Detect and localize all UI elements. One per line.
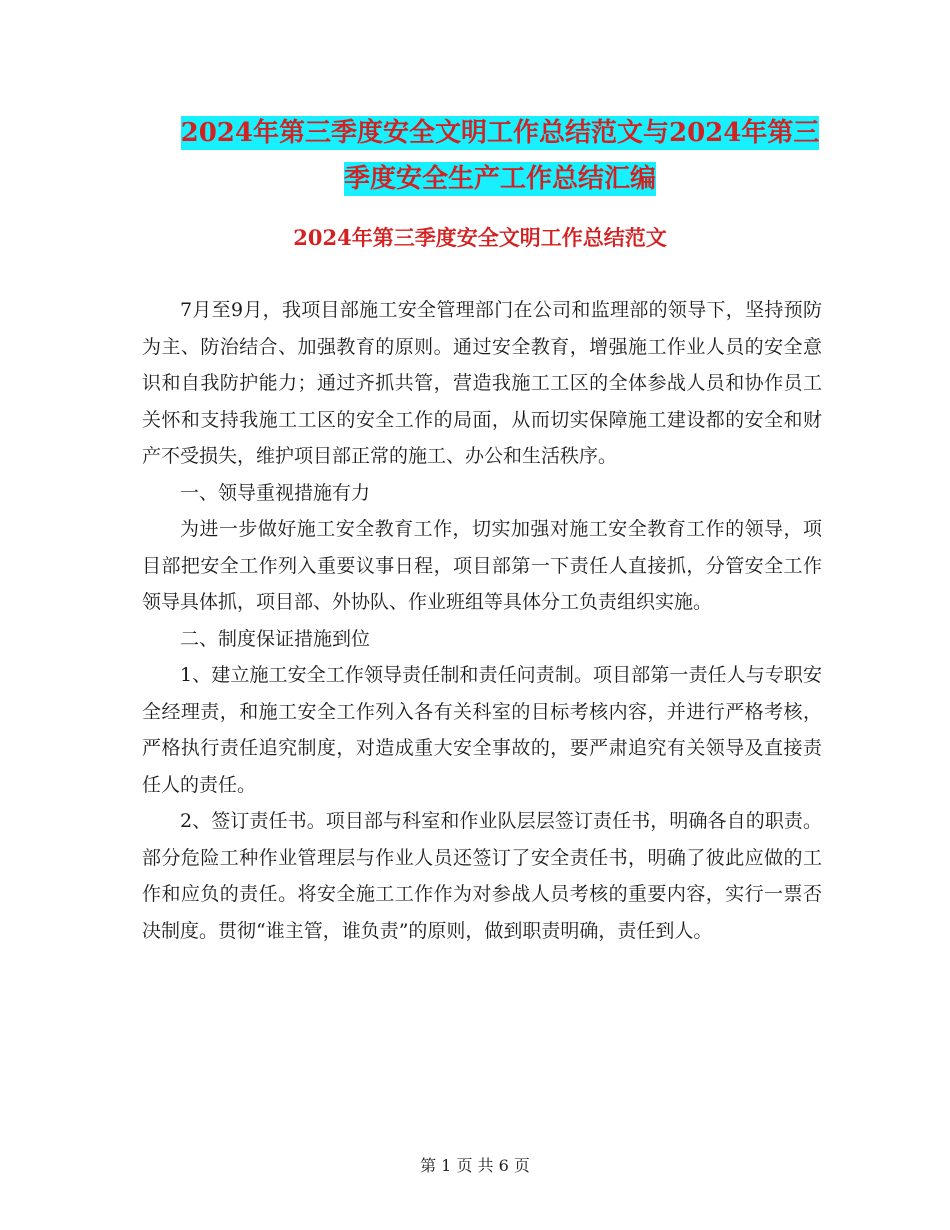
document-title	[120, 110, 880, 202]
paragraph: 为进一步做好施工安全教育工作，切实加强对施工安全教育工作的领导，项目部把安全工作列入重要议事日程，项目部第一下责任人直接抓，分管安全工作领导具体抓，项目部、外协队、作业班组等具体分工负责组织实施。	[142, 518, 822, 613]
paragraph: 1、建立施工安全工作领导责任制和责任问责制。项目部第一责任人与专职安全经理责，和施工安全工作列入各有关科室的目标考核内容，并进行严格考核，严格执行责任追究制度，对造成重大安全事故的，要严肃追究有关领导及直接责任人的责任。	[142, 664, 822, 796]
title-line-2: 季度安全生产工作总结汇编	[343, 164, 656, 194]
title-line-1: 2024年第三季度安全文明工作总结范文与2024年第三	[180, 118, 820, 148]
section-title: 2024年第三季度安全文明工作总结范文	[293, 225, 667, 250]
page-footer: 第 1 页 共 6 页	[420, 1156, 530, 1175]
section-heading: 一、领导重视措施有力	[180, 481, 371, 504]
paragraph: 7月至9月，我项目部施工安全管理部门在公司和监理部的领导下，坚持预防为主、防治结合、加强教育的原则。通过安全教育，增强施工作业人员的安全意识和自我防护能力；通过齐抓共管，营造我施工工区的全体参战人员和协作员工关怀和支持我施工工区的安全工作的局面，从而切实保障施工建设都的安全和财产不受损失，维护项目部正常的施工、办公和生活秩序。	[142, 299, 822, 467]
paragraph: 2、签订责任书。项目部与科室和作业队层层签订责任书，明确各自的职责。部分危险工种作业管理层与作业人员还签订了安全责任书，明确了彼此应做的工作和应负的责任。将安全施工工作作为对参战人员考核的重要内容，实行一票否决制度。贯彻“谁主管，谁负责”的原则，做到职责明确，责任到人。	[142, 810, 822, 942]
document-body	[142, 292, 822, 949]
section-heading: 二、制度保证措施到位	[180, 627, 371, 650]
